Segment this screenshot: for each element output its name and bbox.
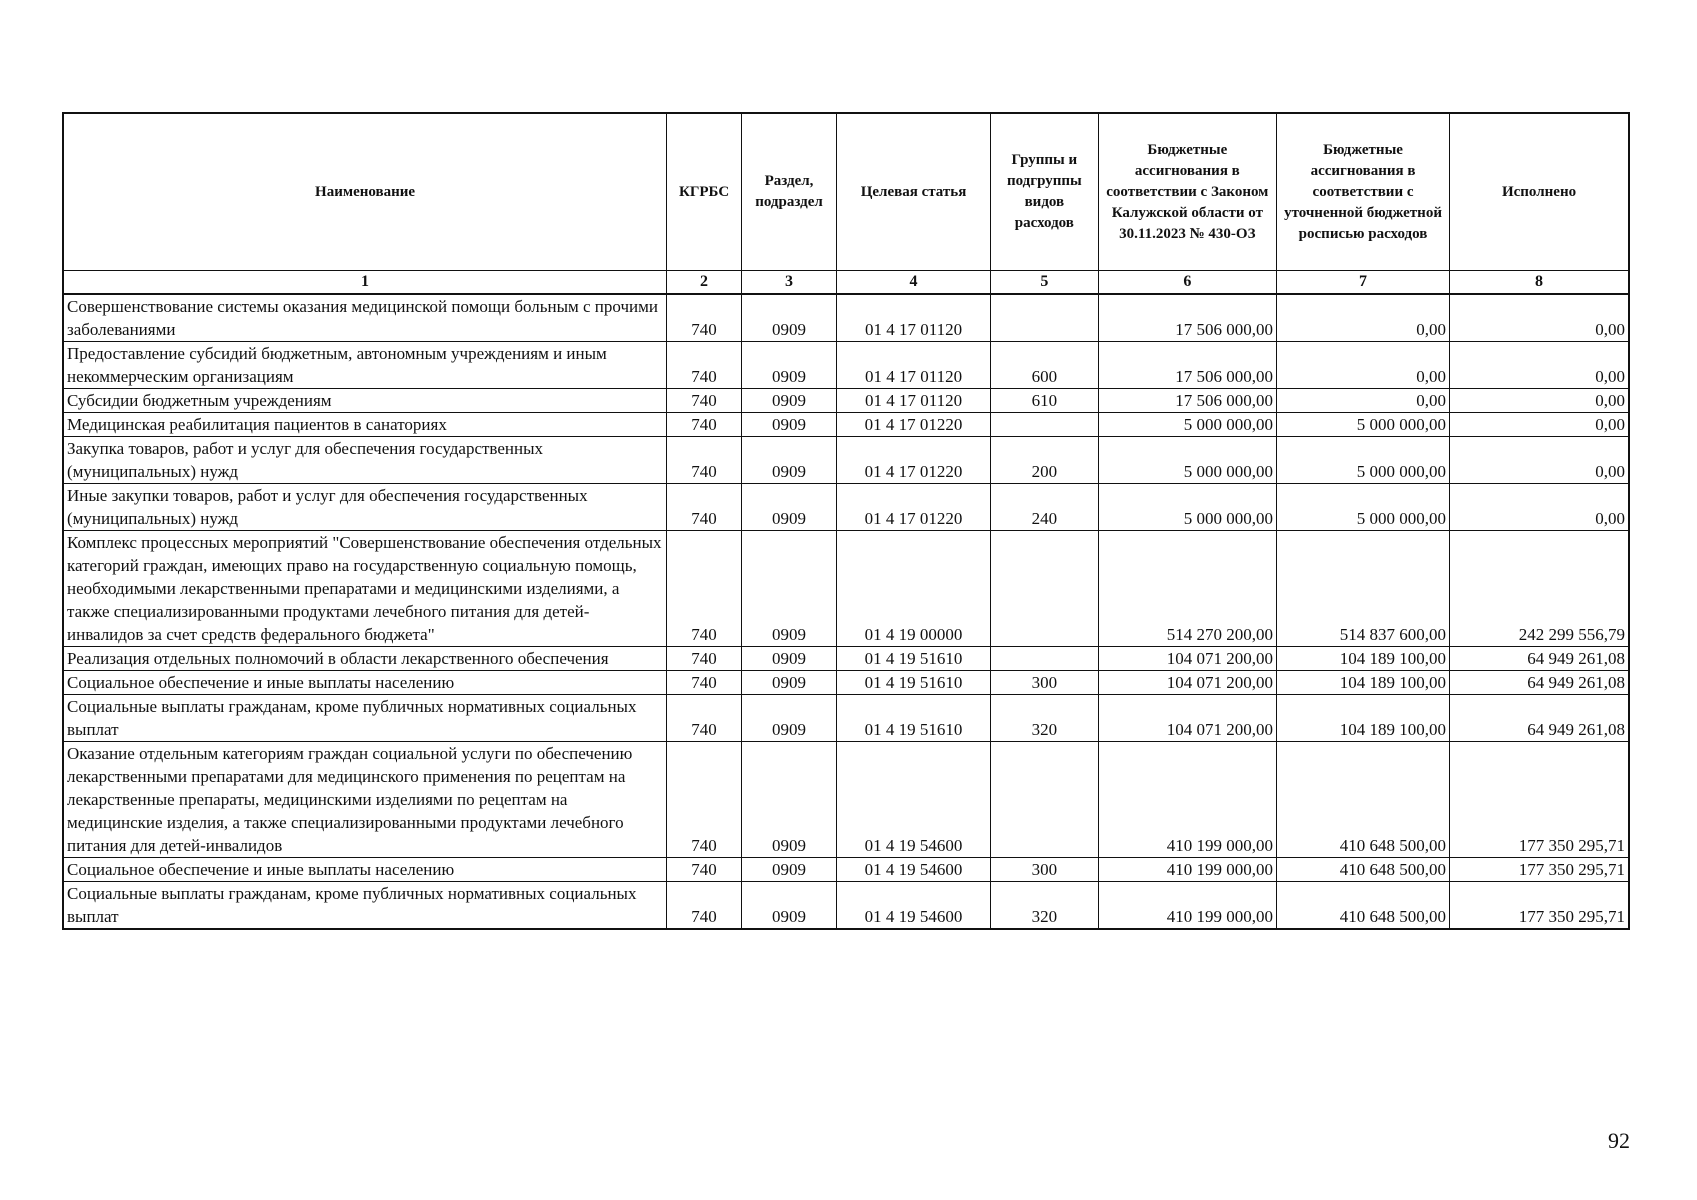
header-law: Бюджетные ассигнования в соответствии с Законом Калужской области от 30.11.2023 № 430-ОЗ [1098, 113, 1276, 271]
row-section: 0909 [742, 294, 837, 342]
row-executed: 0,00 [1450, 389, 1629, 413]
table-row [63, 647, 1629, 671]
row-group: 240 [991, 484, 1099, 531]
row-target: 01 4 19 54600 [836, 882, 990, 930]
row-name: Иные закупки товаров, работ и услуг для обеспечения государственных (муниципальных) нужд [63, 484, 667, 531]
budget-table [62, 112, 1630, 930]
row-target: 01 4 17 01220 [836, 484, 990, 531]
row-section: 0909 [742, 858, 837, 882]
row-refined: 0,00 [1277, 389, 1450, 413]
header-refined: Бюджетные ассигнования в соответствии с уточненной бюджетной росписью расходов [1277, 113, 1450, 271]
row-executed: 64 949 261,08 [1450, 647, 1629, 671]
row-section: 0909 [742, 695, 837, 742]
row-section: 0909 [742, 389, 837, 413]
table-row [63, 294, 1629, 342]
row-name: Социальные выплаты гражданам, кроме публичных нормативных социальных выплат [63, 695, 667, 742]
row-law: 514 270 200,00 [1098, 531, 1276, 647]
row-section: 0909 [742, 671, 837, 695]
row-refined: 5 000 000,00 [1277, 437, 1450, 484]
row-name: Социальное обеспечение и иные выплаты населению [63, 671, 667, 695]
row-group [991, 742, 1099, 858]
column-number: 6 [1098, 271, 1276, 295]
row-section: 0909 [742, 647, 837, 671]
row-refined: 410 648 500,00 [1277, 882, 1450, 930]
table-row [63, 531, 1629, 647]
row-executed: 177 350 295,71 [1450, 882, 1629, 930]
column-number: 8 [1450, 271, 1629, 295]
row-law: 410 199 000,00 [1098, 858, 1276, 882]
row-group [991, 531, 1099, 647]
row-target: 01 4 19 54600 [836, 742, 990, 858]
table-row [63, 882, 1629, 930]
row-law: 17 506 000,00 [1098, 389, 1276, 413]
column-number: 1 [63, 271, 667, 295]
column-number: 3 [742, 271, 837, 295]
row-kgrbs: 740 [667, 647, 742, 671]
row-target: 01 4 17 01120 [836, 389, 990, 413]
header-row [63, 113, 1629, 271]
header-kgrbs: КГРБС [667, 113, 742, 271]
row-kgrbs: 740 [667, 695, 742, 742]
row-executed: 0,00 [1450, 413, 1629, 437]
row-name: Социальные выплаты гражданам, кроме публичных нормативных социальных выплат [63, 882, 667, 930]
row-law: 410 199 000,00 [1098, 742, 1276, 858]
row-kgrbs: 740 [667, 531, 742, 647]
table-row [63, 342, 1629, 389]
table-row [63, 858, 1629, 882]
row-target: 01 4 17 01120 [836, 342, 990, 389]
row-name: Реализация отдельных полномочий в области лекарственного обеспечения [63, 647, 667, 671]
row-group: 600 [991, 342, 1099, 389]
row-group [991, 294, 1099, 342]
table-row [63, 695, 1629, 742]
row-group: 200 [991, 437, 1099, 484]
row-refined: 5 000 000,00 [1277, 484, 1450, 531]
row-section: 0909 [742, 531, 837, 647]
row-refined: 104 189 100,00 [1277, 671, 1450, 695]
row-refined: 514 837 600,00 [1277, 531, 1450, 647]
row-group [991, 647, 1099, 671]
row-kgrbs: 740 [667, 858, 742, 882]
row-refined: 0,00 [1277, 294, 1450, 342]
row-kgrbs: 740 [667, 671, 742, 695]
row-target: 01 4 17 01220 [836, 413, 990, 437]
row-kgrbs: 740 [667, 484, 742, 531]
row-target: 01 4 19 54600 [836, 858, 990, 882]
row-law: 5 000 000,00 [1098, 484, 1276, 531]
row-refined: 410 648 500,00 [1277, 858, 1450, 882]
column-number: 7 [1277, 271, 1450, 295]
row-group: 320 [991, 695, 1099, 742]
row-section: 0909 [742, 882, 837, 930]
row-law: 17 506 000,00 [1098, 342, 1276, 389]
row-group: 320 [991, 882, 1099, 930]
row-executed: 177 350 295,71 [1450, 742, 1629, 858]
row-refined: 5 000 000,00 [1277, 413, 1450, 437]
row-name: Комплекс процессных мероприятий "Совершенствование обеспечения отдельных категорий граждан, имеющих право на государственную социальную помощь, необходимыми лекарственными препаратами и медицинскими изделиями, а также специализированными продуктами лечебного питания для детей-инвалидов за счет средств федерального бюджета" [63, 531, 667, 647]
row-law: 410 199 000,00 [1098, 882, 1276, 930]
row-refined: 410 648 500,00 [1277, 742, 1450, 858]
row-section: 0909 [742, 437, 837, 484]
header-name: Наименование [63, 113, 667, 271]
row-target: 01 4 17 01220 [836, 437, 990, 484]
row-section: 0909 [742, 742, 837, 858]
row-law: 104 071 200,00 [1098, 695, 1276, 742]
row-section: 0909 [742, 342, 837, 389]
table-row [63, 742, 1629, 858]
header-executed: Исполнено [1450, 113, 1629, 271]
row-name: Закупка товаров, работ и услуг для обеспечения государственных (муниципальных) нужд [63, 437, 667, 484]
header-groups: Группы и подгруппы видов расходов [991, 113, 1099, 271]
row-law: 104 071 200,00 [1098, 671, 1276, 695]
row-name: Субсидии бюджетным учреждениям [63, 389, 667, 413]
row-executed: 242 299 556,79 [1450, 531, 1629, 647]
row-kgrbs: 740 [667, 294, 742, 342]
table-row [63, 389, 1629, 413]
column-number: 4 [836, 271, 990, 295]
row-law: 5 000 000,00 [1098, 437, 1276, 484]
table-row [63, 671, 1629, 695]
row-target: 01 4 17 01120 [836, 294, 990, 342]
row-refined: 104 189 100,00 [1277, 647, 1450, 671]
row-name: Оказание отдельным категориям граждан социальной услуги по обеспечению лекарственными препаратами для медицинского применения по рецептам на лекарственные препараты, медицинскими изделиями по рецептам на медицинские изделия, а также специализированными продуктами лечебного питания для детей-инвалидов [63, 742, 667, 858]
row-kgrbs: 740 [667, 413, 742, 437]
row-executed: 0,00 [1450, 294, 1629, 342]
row-section: 0909 [742, 484, 837, 531]
column-number-row [63, 271, 1629, 295]
row-kgrbs: 740 [667, 389, 742, 413]
row-name: Социальное обеспечение и иные выплаты населению [63, 858, 667, 882]
header-section: Раздел, подраздел [742, 113, 837, 271]
column-number: 5 [991, 271, 1099, 295]
row-kgrbs: 740 [667, 742, 742, 858]
row-law: 5 000 000,00 [1098, 413, 1276, 437]
row-kgrbs: 740 [667, 437, 742, 484]
row-executed: 0,00 [1450, 437, 1629, 484]
row-executed: 64 949 261,08 [1450, 695, 1629, 742]
row-target: 01 4 19 00000 [836, 531, 990, 647]
row-group: 300 [991, 858, 1099, 882]
row-name: Совершенствование системы оказания медицинской помощи больным с прочими заболеваниями [63, 294, 667, 342]
row-name: Медицинская реабилитация пациентов в санаториях [63, 413, 667, 437]
row-kgrbs: 740 [667, 342, 742, 389]
row-target: 01 4 19 51610 [836, 695, 990, 742]
row-group: 610 [991, 389, 1099, 413]
row-refined: 0,00 [1277, 342, 1450, 389]
row-group [991, 413, 1099, 437]
table-row [63, 484, 1629, 531]
row-section: 0909 [742, 413, 837, 437]
row-law: 104 071 200,00 [1098, 647, 1276, 671]
header-target: Целевая статья [836, 113, 990, 271]
row-executed: 177 350 295,71 [1450, 858, 1629, 882]
row-kgrbs: 740 [667, 882, 742, 930]
row-law: 17 506 000,00 [1098, 294, 1276, 342]
page-number: 92 [1608, 1128, 1630, 1153]
row-executed: 0,00 [1450, 484, 1629, 531]
row-executed: 64 949 261,08 [1450, 671, 1629, 695]
column-number: 2 [667, 271, 742, 295]
table-row [63, 413, 1629, 437]
row-target: 01 4 19 51610 [836, 647, 990, 671]
row-target: 01 4 19 51610 [836, 671, 990, 695]
row-name: Предоставление субсидий бюджетным, автономным учреждениям и иным некоммерческим организациям [63, 342, 667, 389]
row-group: 300 [991, 671, 1099, 695]
row-executed: 0,00 [1450, 342, 1629, 389]
table-row [63, 437, 1629, 484]
row-refined: 104 189 100,00 [1277, 695, 1450, 742]
